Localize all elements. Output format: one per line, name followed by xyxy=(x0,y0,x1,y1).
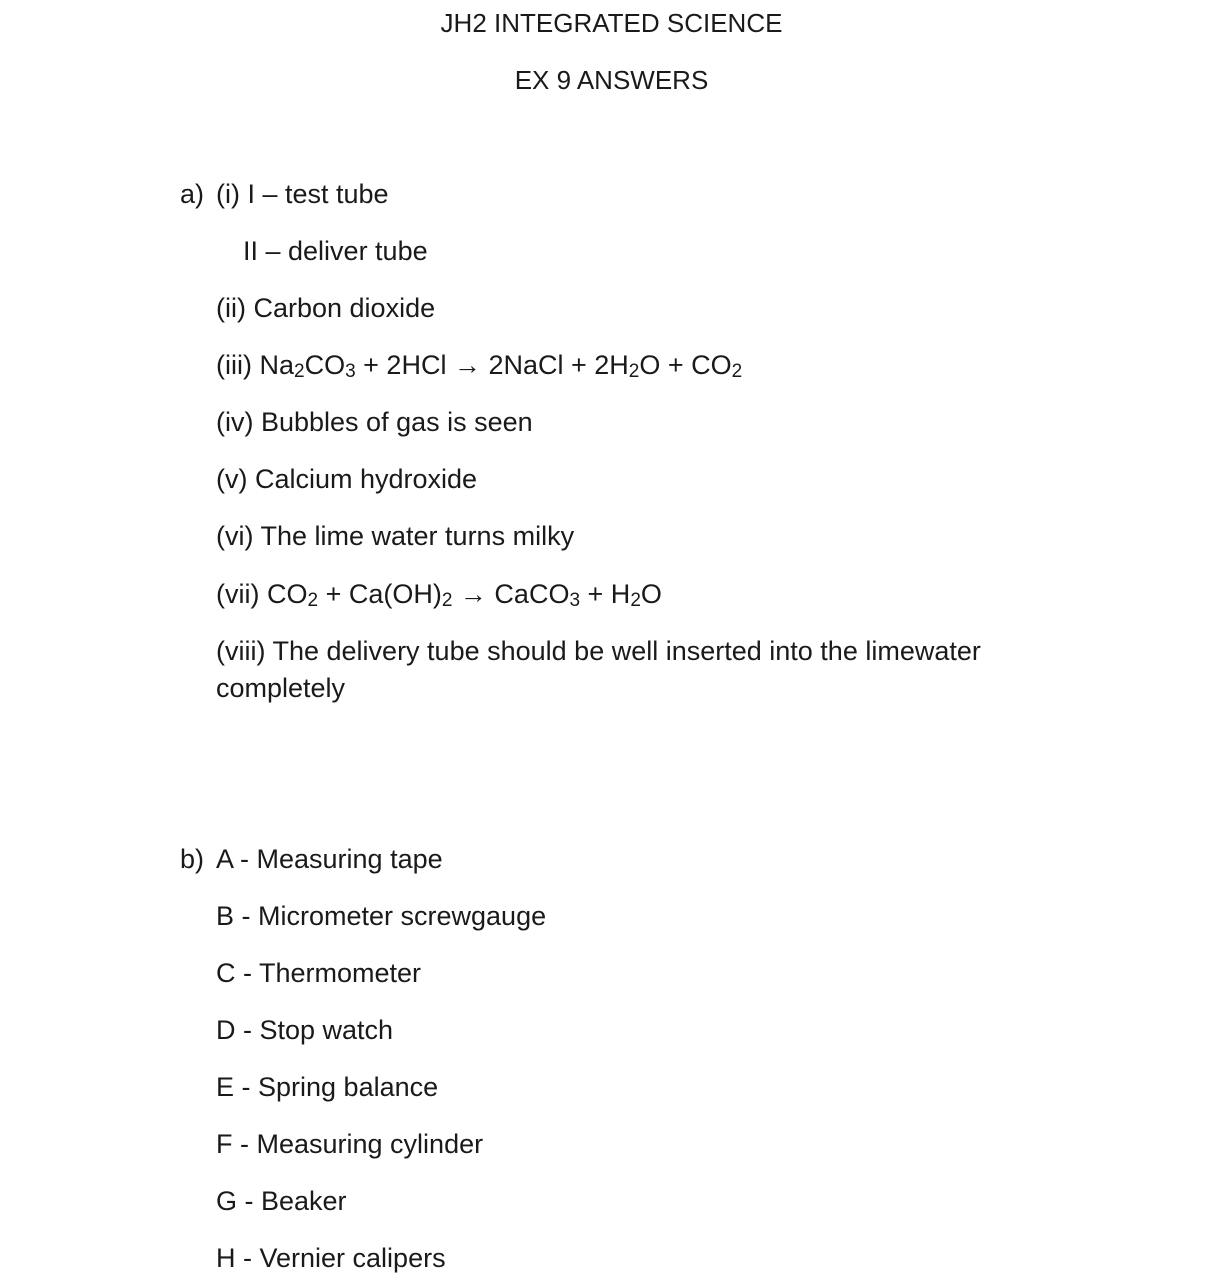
answer-a-vi: (vi) The lime water turns milky xyxy=(216,521,575,551)
equation-text: → CaCO xyxy=(452,579,570,609)
equation-subscript: 2 xyxy=(294,361,305,382)
page-title: JH2 INTEGRATED SCIENCE xyxy=(440,8,783,38)
equation-subscript: 2 xyxy=(628,361,640,382)
answer-b-item: F - Measuring cylinder xyxy=(216,1129,484,1159)
equation-subscript: 3 xyxy=(569,590,581,611)
answer-a-ii: (ii) Carbon dioxide xyxy=(216,293,436,323)
answer-b-item: E - Spring balance xyxy=(216,1072,439,1102)
answer-a-viii: (viii) The delivery tube should be well inserted into the limewater completely xyxy=(216,636,981,703)
answer-b-item: A - Measuring tape xyxy=(216,844,443,874)
equation-text: + Ca(OH) xyxy=(318,579,442,609)
answer-b-item: H - Vernier calipers xyxy=(216,1243,446,1273)
answer-b-item: D - Stop watch xyxy=(216,1015,394,1045)
equation-subscript: 2 xyxy=(630,590,641,611)
answer-a-i-1: (i) I – test tube xyxy=(216,179,389,209)
equation-text: + 2HCl → 2NaCl + 2H xyxy=(355,350,629,380)
page-subtitle: EX 9 ANSWERS xyxy=(514,65,709,95)
answer-a-i-2: II – deliver tube xyxy=(243,236,428,266)
answer-b-item: C - Thermometer xyxy=(216,958,422,988)
answer-a-iv: (iv) Bubbles of gas is seen xyxy=(216,407,533,437)
equation-subscript: 2 xyxy=(731,361,743,382)
equation-text: + H xyxy=(580,579,631,609)
equation-text: O xyxy=(640,579,662,609)
equation-text: CO xyxy=(304,350,346,380)
equation-subscript: 3 xyxy=(345,361,356,382)
answer-b-item: G - Beaker xyxy=(216,1186,347,1216)
answer-a-iii xyxy=(216,349,742,381)
section-a-marker: a) xyxy=(180,179,205,209)
equation-text: O + CO xyxy=(639,350,732,380)
equation-subscript: 2 xyxy=(441,590,453,611)
answer-b-item: B - Micrometer screwgauge xyxy=(216,901,547,931)
answer-a-vii xyxy=(216,578,662,610)
equation-text: (vii) CO xyxy=(216,579,308,609)
equation-text: (iii) Na xyxy=(216,350,294,380)
equation-subscript: 2 xyxy=(307,590,319,611)
section-b-marker: b) xyxy=(180,844,205,874)
answer-a-v: (v) Calcium hydroxide xyxy=(216,464,478,494)
